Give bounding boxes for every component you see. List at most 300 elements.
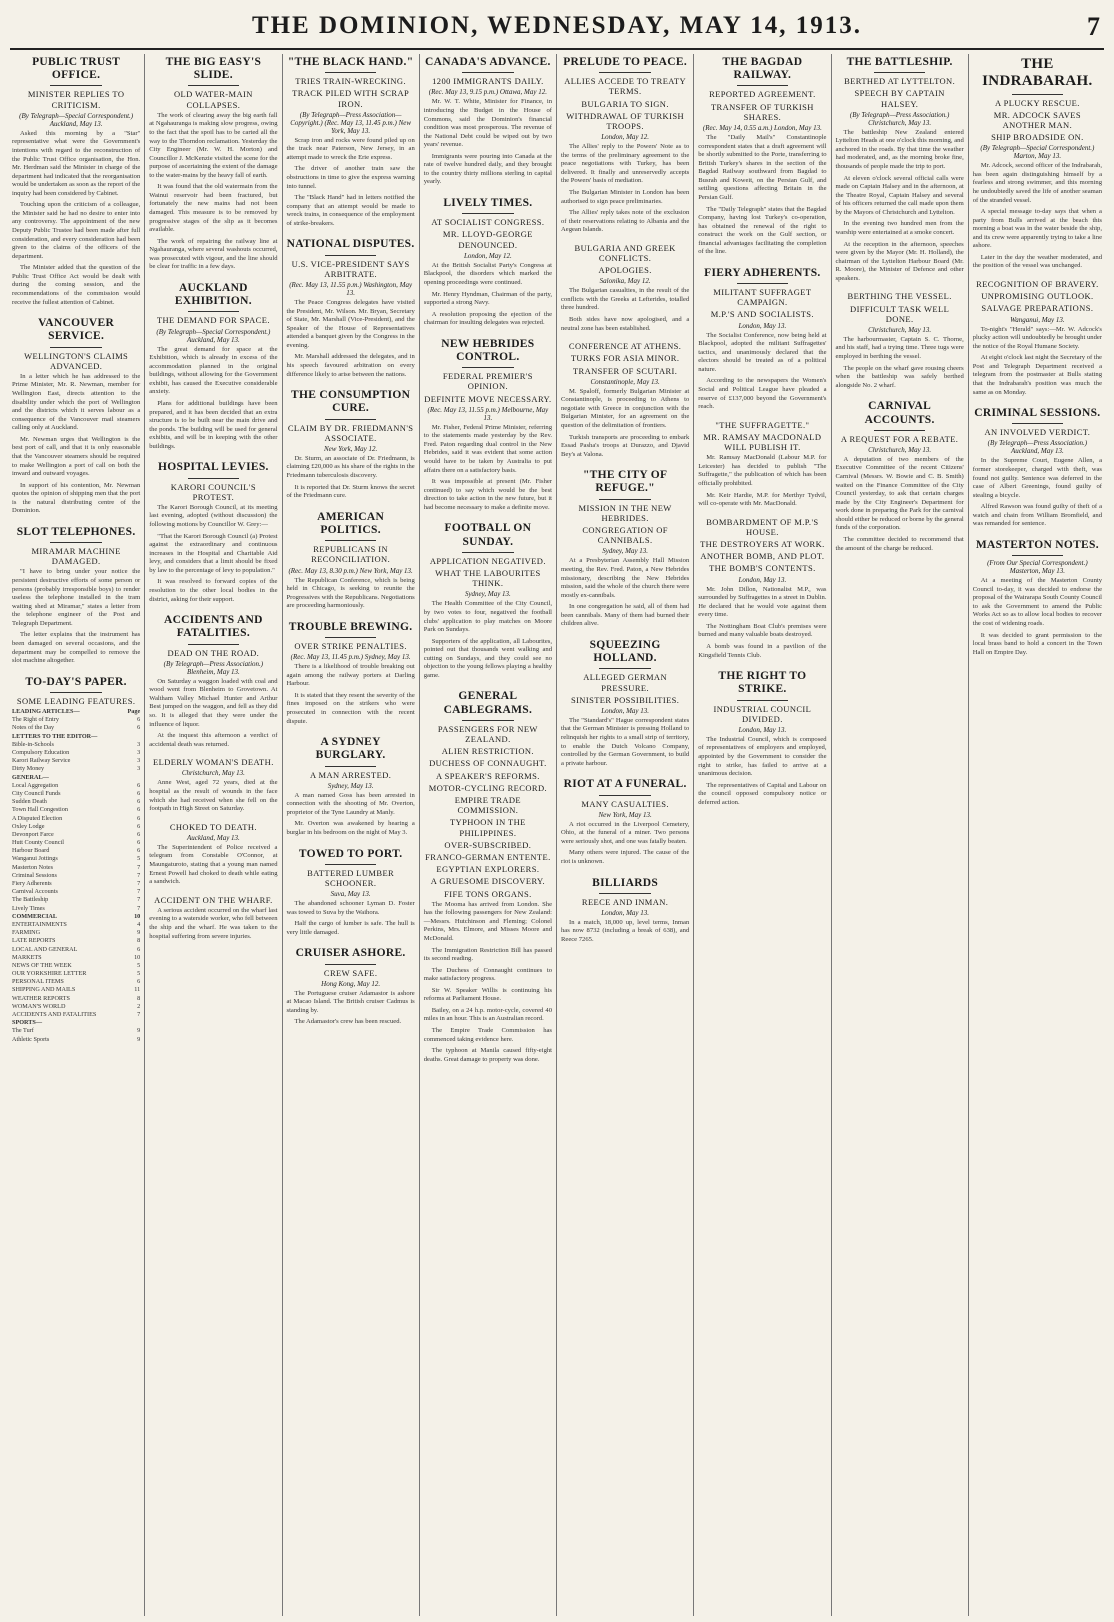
- article-subheading: KARORI COUNCIL'S PROTEST.: [170, 481, 256, 502]
- article: [836, 291, 964, 390]
- article-subheading: TRACK PILED WITH SCRAP IRON.: [292, 88, 410, 109]
- article-subheading: TRANSFER OF TURKISH SHARES.: [710, 101, 814, 122]
- contents-row: [12, 765, 140, 773]
- article-dateline: Sydney, May 13.: [464, 590, 511, 599]
- paragraph: A riot occurred in the Liverpool Cemetery, Ohio, at the funeral of a miner. Two persons were seriously shot, and one was fatally beaten.: [561, 820, 690, 845]
- paragraph: In a letter which he has addressed to the Prime Minister, Mr. R. Newman, member for Wellington East, directs attention to the disability under which the port of Wellington and the districts which it serves labour as a consequence of the Vancouver mail steamers calling only at Auckland.: [12, 372, 141, 432]
- article-dateline: Wanganui, May 13.: [1010, 315, 1065, 324]
- article-dateline: Sydney, May 13.: [327, 781, 374, 790]
- paragraph: "I have to bring under your notice the persistent destructive efforts of some person or persons (probably irresponsible boys) to render useless the telephone installed in the tram waiting shed at Miramar," states a letter from the telephone engineer of the Post and Telegraph Department.: [12, 568, 141, 627]
- contents-page: 2: [137, 1002, 141, 1010]
- article-dateline: London, May 13.: [738, 575, 787, 584]
- contents-row: [12, 921, 140, 929]
- contents-label: Local Aggregation: [12, 781, 59, 789]
- paragraph: At the reception in the afternoon, speeches were given by the Mayor (Mr. H. Holland), the chairman of the Lyttelton Harbour Board (Mr. R. Moore), the Minister of Defence and other speakers.: [835, 240, 964, 282]
- paragraph: Mr. Fisher, Federal Prime Minister, referring to the statements made yesterday by the Rev. Fred. Paton regarding dual control in the New Hebrides, said it was evident that some action would have to be taken by Australia to put affairs there on a satisfactory basis.: [423, 423, 552, 474]
- paragraph: The "Daily Telegraph" states that the Bagdad Company, having lost Turkey's co-operation, has obtained the renewal of the right to construct the work on the Gulf section, or financial advantages facilitating the completion of the line.: [698, 205, 827, 256]
- article-body: [561, 821, 689, 867]
- headline-rule: [50, 85, 101, 86]
- contents-label: Criminal Sessions: [12, 871, 57, 879]
- article-dateline: (By Telegraph—Press Association.) Auckland, May 13.: [987, 439, 1088, 456]
- article-subheading: BERTHING THE VESSEL.: [847, 291, 952, 302]
- article-headline: PRELUDE TO PEACE.: [563, 56, 688, 68]
- paragraph: On Saturday a waggon loaded with coal and wood went from Blenheim to Grovetown. At Waltham Valley Michael Hunter and Arthur Best jumped on the waggon, and fell as they did so. It is alleged that they were under the influence of liquor.: [149, 677, 278, 728]
- contents-row: [12, 774, 140, 782]
- article-subheading: SOME LEADING FEATURES.: [16, 695, 136, 706]
- article-subheading: THE DESTROYERS AT WORK.: [700, 539, 825, 550]
- headline-rule: [599, 893, 650, 894]
- paragraph: There is a likelihood of trouble breaking out again among the railway porters at Darling Harbour.: [286, 663, 415, 688]
- headline-rule: [325, 637, 376, 638]
- article-subheading: CONFERENCE AT ATHENS.: [568, 341, 682, 352]
- article-body: [424, 600, 552, 680]
- paragraph: Mr. Adcock, second officer of the Indrabarah, has been again distinguishing himself by a fearless and strong swimmer, and this morning he undoubtedly saved the life of another seaman of the stranded vessel.: [972, 162, 1102, 204]
- contents-label: ACCIDENTS AND FATALITIES: [12, 1011, 97, 1018]
- paragraph: It was decided to grant permission to the local brass band to hold a concert in the Town Hall on Empire Day.: [972, 631, 1102, 656]
- paragraph: It was found that the old watermain from the Wainui reservoir had been fractured, but fortunately the new mains had not been damaged. This measure is to be removed by progressive stages of the slip as it becomes available.: [149, 183, 278, 234]
- contents-page: 4: [137, 920, 141, 928]
- headline-rule: [188, 311, 239, 312]
- article-dateline: (From Our Special Correspondent.) Masterton, May 13.: [987, 559, 1088, 576]
- article-dateline: (By Telegraph—Press Association.) Christchurch, May 13.: [849, 110, 950, 127]
- article-subheading: A REQUEST FOR A REBATE.: [840, 433, 959, 444]
- article-subheading: MR. ADCOCK SAVES ANOTHER MAN.: [993, 109, 1081, 130]
- article-subheading: TYPHOON IN THE PHILIPPINES.: [449, 817, 526, 838]
- contents-row: [12, 1019, 140, 1027]
- paragraph: The harbourmaster, Captain S. C. Thorne, and his staff, had a trying time. Three tugs were employed in berthing the vessel.: [835, 335, 964, 361]
- contents-page: 10: [134, 953, 141, 961]
- article: [698, 420, 826, 509]
- paragraph: At a Presbyterian Assembly Hall Mission meeting, the Rev. Fred. Paton, a New Hebrides missionary, describing the New Hebrides mission, said the whole of the church there were mostly ex-cannibals.: [561, 557, 690, 599]
- headline-rule: [325, 964, 376, 965]
- paragraph: A serious accident occurred on the wharf last evening to a waterside worker, who fell between the ship and the wharf. He was taken to the hospital suffering from severe injuries.: [149, 906, 278, 940]
- contents-page: 6: [137, 847, 141, 855]
- headline-rule: [462, 552, 513, 553]
- headline-rule: [599, 72, 650, 73]
- article-headline: THE BAGDAD RAILWAY.: [722, 56, 803, 82]
- paragraph: The letter explains that the instrument has been damaged on several occasions, and the department may be compelled to remove the slot machine altogether.: [12, 631, 141, 665]
- article-subheading: MR. LLOYD-GEORGE DENOUNCED.: [442, 229, 533, 250]
- column: [283, 54, 420, 1616]
- article-headline: CARNIVAL ACCOUNTS.: [864, 400, 935, 426]
- article-dateline: (Rec. May 14, 0.55 a.m.) London, May 13.: [702, 124, 822, 132]
- article-dateline: Hong Kong, May 12.: [321, 979, 381, 988]
- paragraph: The Republican Conference, which is being held in Chicago, is seeking to reunite the Progressives with the Republicans. Negotiations are proceeding harmoniously.: [286, 576, 415, 610]
- paragraph: The Empire Trade Commission has commenced taking evidence here.: [423, 1027, 552, 1043]
- article: [698, 265, 826, 412]
- headline-rule: [737, 283, 788, 284]
- headline-rule: [1012, 423, 1064, 424]
- newspaper-columns: [8, 54, 1106, 1616]
- column: [420, 54, 557, 1616]
- contents-page: 3: [137, 749, 141, 756]
- contents-page: 11: [134, 986, 141, 994]
- article: [12, 524, 140, 666]
- contents-page: 6: [137, 724, 141, 732]
- contents-row: [12, 995, 140, 1003]
- contents-label: Bible-in-Schools: [12, 740, 54, 748]
- paragraph: The work of clearing away the big earth fall at Ngahauranga is making slow progress, owing to the fact that the spoil has to be carted all the way to the Thorndon reclamation. Yesterday the City Engineer (Mr. W. H. Morton) and Councillor J. McKenzie visited the scene for the purpose of ascertaining the extent of the damage to the water-mains by the heavy fall of earth.: [149, 111, 278, 179]
- article-dateline: (By Telegraph—Special Correspondent.) Marton, May 13.: [980, 144, 1095, 161]
- article-subheading: 1200 IMMIGRANTS DAILY.: [432, 76, 544, 87]
- headline-rule: [599, 499, 650, 500]
- article-subheading: BERTHED AT LYTTELTON.: [844, 76, 956, 87]
- contents-row: [12, 806, 140, 814]
- article: [561, 776, 689, 866]
- contents-label: FARMING: [12, 929, 41, 937]
- article-body: [561, 717, 689, 768]
- article-subheading: THE DEMAND FOR SPACE.: [156, 315, 270, 326]
- contents-label: Wanganui Jottings: [12, 855, 58, 863]
- contents-row: [12, 724, 140, 732]
- headline-rule: [1012, 555, 1064, 556]
- article-headline: RIOT AT A FUNERAL.: [563, 778, 687, 791]
- contents-row: [12, 986, 140, 994]
- paragraph: At eight o'clock last night the Secretary of the Post and Telegraph Department received a telegram from the postmaster at Bulls stating that the Indrabarah's position was much the same as on Monday.: [972, 354, 1102, 396]
- article: [698, 668, 826, 807]
- article-headline: A SYDNEY BURGLARY.: [315, 736, 386, 762]
- article-dateline: (By Telegraph—Special Correspondent.) Auckland, May 13.: [19, 111, 134, 128]
- article: [424, 195, 552, 328]
- headline-rule: [874, 72, 925, 73]
- article-dateline: (Rec. May 13, 8.30 p.m.) New York, May 13.: [288, 566, 413, 575]
- article-body: [561, 287, 689, 333]
- contents-label: Karori Railway Service: [12, 757, 71, 765]
- article-subheading: SALVAGE PREPARATIONS.: [981, 303, 1094, 314]
- contents-row: [12, 716, 140, 724]
- article-headline: CRIMINAL SESSIONS.: [974, 407, 1101, 420]
- article-dateline: (By Telegraph—Special Correspondent.) Auckland, May 13.: [156, 327, 271, 344]
- article-headline: TO-DAY'S PAPER.: [25, 675, 127, 688]
- article-subheading: MILITANT SUFFRAGET CAMPAIGN.: [713, 287, 812, 308]
- article-subheading: APPLICATION NEGATIVED.: [429, 555, 546, 566]
- paragraph: It is stated that they resent the severity of the fines imposed on the strikers who were prosecuted in connection with the recent dispute.: [286, 691, 415, 725]
- article-body: [424, 901, 552, 1065]
- contents-row: [12, 1003, 140, 1011]
- paragraph: Immigrants were pouring into Canada at the rate of twelve hundred daily, and they brought to the country thirty millions sterling in capital yearly.: [423, 152, 552, 186]
- article-subheading: TRANSFER OF SCUTARI.: [572, 365, 678, 376]
- paragraph: A special message to-day says that when a party from Bulls arrived at the beach this morning a boat was in the water beside the ship, and its crew were apparently trying to take a line ashore.: [972, 208, 1102, 250]
- article-subheading: DIFFICULT TASK WELL DONE.: [850, 303, 950, 324]
- paragraph: Mr. W. T. White, Minister for Finance, in introducing the Budget in the House of Commons, said the Dominion's financial condition was most prosperous. The revenue of the National Debt could be wiped out by two years' revenue.: [423, 98, 552, 149]
- article: [287, 846, 415, 938]
- contents-label: Town Hall Congestion: [12, 806, 68, 814]
- contents-page: 6: [137, 781, 141, 789]
- article-body: [149, 779, 277, 813]
- contents-row: [12, 880, 140, 888]
- article-headline: TROUBLE BREWING.: [288, 620, 413, 633]
- column: [145, 54, 282, 1616]
- headline-rule: [737, 85, 788, 86]
- contents-label: Fiery Adherents: [12, 880, 52, 887]
- contents-page: 7: [137, 888, 141, 896]
- headline-rule: [50, 542, 101, 543]
- contents-page: 6: [137, 716, 141, 724]
- contents-page: 7: [137, 1011, 141, 1018]
- article-subheading: APOLOGIES.: [598, 265, 652, 276]
- article-subheading: BOMBARDMENT OF M.P.'S HOUSE.: [706, 516, 819, 537]
- article-dateline: Sydney, May 13.: [602, 547, 649, 556]
- paragraph: Bailey, on a 24 h.p. motor-cycle, covered 40 miles in an hour. This is an Australian record.: [423, 1006, 552, 1023]
- paragraph: At the inquest this afternoon a verdict of accidental death was returned.: [149, 732, 278, 748]
- headline-rule: [50, 692, 101, 693]
- article: [836, 398, 964, 553]
- paragraph: The "Daily Mail's" Constantinople correspondent states that a draft agreement will be shortly submitted to the Porte, transferring to British Turkey's shares in the section of the Bagdad Railway southward from Bagdad to Busrah and Koweit, on the Persian Gulf, and settling questions affecting Britain in the Persian Gulf.: [698, 134, 827, 201]
- article-body: [12, 373, 140, 516]
- article: [973, 54, 1102, 271]
- masthead: [10, 8, 1104, 50]
- contents-label: COMMERCIAL: [12, 912, 58, 920]
- article-dateline: London, May 13.: [738, 725, 787, 734]
- paragraph: Plans for additional buildings have been prepared, and it has been decided that an extra structure is to be built near the main drive and the ponds. The building will be used for general exhibits, and will be in keeping with the other buildings.: [149, 399, 278, 450]
- contents-label: The Right of Entry: [12, 716, 59, 724]
- headline-rule: [188, 85, 239, 86]
- article-dateline: Constantinople, May 13.: [590, 377, 660, 386]
- article-headline: HOSPITAL LEVIES.: [158, 461, 269, 474]
- paragraph: At eleven o'clock several official calls were made on Captain Halsey and in the afternoon, at the Theatre Royal, Captain Halsey and several of his officers returned the call made upon them by the Mayors of Christchurch and Lyttelton.: [835, 174, 964, 216]
- headline-rule: [1012, 94, 1064, 95]
- article-subheading: M.P.'S AND SOCIALISTS.: [710, 309, 814, 320]
- article: [698, 517, 826, 660]
- contents-row: [12, 757, 140, 765]
- paragraph: Later in the day the weather moderated, and the position of the vessel was unchanged.: [972, 253, 1102, 270]
- contents-page: 6: [137, 814, 141, 822]
- article-body: [561, 557, 689, 629]
- headline-rule: [188, 478, 239, 479]
- article: [149, 459, 277, 604]
- contents-page: 6: [137, 945, 141, 953]
- contents-label: LATE REPORTS: [12, 937, 56, 945]
- article-body: [149, 346, 277, 452]
- contents-page: 7: [137, 863, 141, 871]
- article-subheading: SINISTER POSSIBILITIES.: [570, 694, 680, 705]
- paragraph: Asked this morning by a "Star" representative what were the Government's intentions with regard to the reconstruction of the Public Trust Office organisation, the Hon. Mr. Herdman said the Minister in charge of the department had indicated that the reorganisation would be undertaken as soon as the report of the inquiry had been considered by Cabinet.: [12, 129, 141, 197]
- paragraph: The abandoned schooner Lyman D. Foster was towed to Suva by the Waihora.: [286, 900, 415, 916]
- article: [12, 54, 140, 307]
- paragraph: In support of his contention, Mr. Newman quotes the opinion of shipping men that the port is the natural distributing centre of the Dominion.: [12, 481, 141, 515]
- article-subheading: SPEECH BY CAPTAIN HALSEY.: [854, 88, 945, 109]
- contents-page: 6: [137, 806, 141, 814]
- article: [561, 243, 689, 333]
- article-body: [698, 736, 826, 808]
- article-headline: TOWED TO PORT.: [298, 847, 403, 860]
- paragraph: The Immigration Restriction Bill has passed its second reading.: [423, 946, 552, 963]
- headline-rule: [462, 367, 513, 368]
- article-headline: GENERAL CABLEGRAMS.: [443, 690, 533, 716]
- contents-page: 3: [137, 757, 141, 765]
- paragraph: The people on the wharf gave rousing cheers when the battleship was safely berthed alongside No. 2 wharf.: [835, 364, 964, 389]
- contents-label: A Disputed Election: [12, 814, 63, 822]
- article-subheading: PASSENGERS FOR NEW ZEALAND.: [437, 723, 538, 745]
- paragraph: A bomb was found in a pavilion of the Kingsfield Tennis Club.: [698, 642, 827, 659]
- article: [149, 757, 277, 813]
- paragraph: The Portuguese cruiser Adamastor is ashore at Macao Island. The British cruiser Cadmus is standing by.: [286, 989, 415, 1014]
- article-subheading: CHOKED TO DEATH.: [169, 821, 257, 832]
- article-body: [836, 456, 964, 553]
- paragraph: Mr. Overton was awakened by hearing a burglar in his bedroom on the night of May 3.: [286, 820, 415, 836]
- contents-row: [12, 1011, 140, 1019]
- headline-rule: [325, 419, 376, 420]
- article-subheading: MOTOR-CYCLING RECORD.: [428, 782, 548, 793]
- contents-label: Devonport Farce: [12, 830, 54, 838]
- article-body: [149, 907, 277, 941]
- paragraph: Supporters of the application, all Labourites, pointed out that thousands went walking and cutting on Sundays, and they could see no objection to the young fellows playing a healthy game.: [423, 637, 552, 679]
- contents-row: [12, 815, 140, 823]
- article-subheading: BULGARIA AND GREEK CONFLICTS.: [574, 242, 676, 263]
- paragraph: Mr. Newman urges that Wellington is the best port of call, and that it is only reasonable that the Vancouver steamers should be required to make Wellington a port of call on both the inward and outward voyages.: [12, 435, 141, 478]
- article-subheading: MIRAMAR MACHINE DAMAGED.: [31, 546, 121, 567]
- article-dateline: Christchurch, May 13.: [868, 325, 932, 334]
- article-dateline: (Rec. May 13, 11.55 p.m.) Washington, May 13.: [289, 281, 413, 297]
- article-body: [149, 844, 277, 887]
- contents-page: 7: [137, 904, 141, 912]
- headline-rule: [462, 213, 513, 214]
- paragraph: The Karori Borough Council, at its meeting last evening, adopted (without discussion) the following motions by Councillor W. Grey:—: [149, 503, 278, 529]
- article-body: [149, 504, 277, 604]
- article-subheading: WITHDRAWAL OF TURKISH TROOPS.: [566, 110, 684, 131]
- article-subheading: DEFINITE MOVE NECESSARY.: [424, 393, 552, 404]
- headline-rule: [599, 668, 650, 669]
- contents-page: 5: [137, 961, 141, 969]
- contents-label: City Council Funds: [12, 789, 61, 797]
- article-subheading: MISSION IN THE NEW HEBRIDES.: [578, 502, 672, 523]
- headline-rule: [462, 720, 513, 721]
- contents-row: [12, 954, 140, 962]
- contents-label: Hutt County Council: [12, 839, 64, 847]
- article-body: [698, 134, 826, 257]
- article: [973, 537, 1102, 657]
- article-subheading: A GRUESOME DISCOVERY.: [430, 876, 546, 887]
- column: [557, 54, 694, 1616]
- article: [149, 895, 277, 941]
- article-subheading: "THE SUFFRAGETTE.": [715, 419, 810, 430]
- article-body: [698, 454, 826, 508]
- headline-rule: [325, 255, 376, 256]
- headline-rule: [50, 347, 101, 348]
- article-headline: FOOTBALL ON SUNDAY.: [444, 522, 532, 548]
- contents-label: Carnival Accounts: [12, 888, 58, 896]
- paragraph: Scrap iron and rocks were found piled up on the track near Paterson, New Jersey, in an attempt made to wreck the Erie express.: [286, 136, 415, 161]
- paragraph: It was impossible at present (Mr. Fisher continued) to say which would be the best direction to take action in the new future, but it had become necessary to make a definite move.: [423, 478, 552, 511]
- article-subheading: ANOTHER BOMB, AND PLOT.: [700, 551, 825, 562]
- article-body: [12, 568, 140, 665]
- article-body: [287, 990, 415, 1027]
- paragraph: M. Spaloff, formerly Bulgarian Minister at Constantinople, is proceeding to Athens to negotiate with Greece in conjunction with the Bulgarian Minister, for an agreement on the question of the delimitation of frontiers.: [561, 387, 690, 429]
- article: [12, 674, 140, 1044]
- article: [424, 54, 552, 187]
- paragraph: It was resolved to forward copies of the resolution to the other local bodies in the district, asking for their support.: [149, 578, 278, 603]
- article-body: [149, 112, 277, 272]
- article-body: [287, 900, 415, 937]
- article-body: [973, 457, 1102, 529]
- contents-label: WOMAN'S WORLD: [12, 1002, 66, 1010]
- contents-page: Page: [127, 708, 141, 716]
- article-dateline: New York, May 13.: [598, 810, 652, 819]
- page-number: 7: [1087, 12, 1100, 41]
- contents-row: [12, 937, 140, 945]
- paragraph: According to the newspapers the Women's Social and Political League have pleaded a reserve of £137,000 beyond the Government's reach.: [698, 377, 827, 411]
- article: [561, 467, 689, 629]
- article: [836, 54, 964, 283]
- contents-row: [12, 855, 140, 863]
- contents-label: PERSONAL ITEMS: [12, 978, 64, 986]
- contents-page: 8: [137, 937, 141, 945]
- contents-page: 6: [137, 789, 141, 797]
- contents-label: ENTERTAINMENTS: [12, 920, 67, 928]
- article-subheading: OVER-SUBSCRIBED.: [444, 839, 532, 850]
- contents-label: The Battleship: [12, 896, 49, 904]
- headline-rule: [325, 72, 376, 73]
- paragraph: The great demand for space at the Exhibition, which is already in excess of the accommodation planned in the original buildings, without allowing for the Government exhibit, has caused the Executive considerable anxiety.: [149, 345, 278, 396]
- contents-row: [12, 864, 140, 872]
- article-body: [836, 129, 964, 284]
- article-headline: AMERICAN POLITICS.: [317, 510, 385, 536]
- article-dateline: Christchurch, May 13.: [181, 769, 245, 778]
- article-dateline: London, May 13.: [738, 321, 787, 330]
- article-headline: THE BIG EASY'S SLIDE.: [165, 56, 262, 82]
- article-subheading: CREW SAFE.: [323, 967, 378, 978]
- paragraph: The typhoon at Manila caused fifty-eight deaths. Great damage to property was done.: [423, 1047, 552, 1063]
- paragraph: The "Standard's" Hague correspondent states that the German Minister is pressing Holland to relinquish her rights to a small strip of territory, to enable the Dutch Volcano Company, controlled by the German Government, to build a private harbour.: [561, 716, 690, 767]
- article-headline: THE BATTLESHIP.: [846, 56, 953, 68]
- contents-label: Notes of the Day: [12, 724, 55, 732]
- paragraph: It is reported that Dr. Sturm knows the secret of the Friedmann cure.: [286, 483, 415, 500]
- contents-page: 3: [137, 765, 141, 773]
- article-body: [287, 137, 415, 229]
- article: [287, 54, 415, 228]
- article-headline: THE CONSUMPTION CURE.: [291, 389, 411, 415]
- paragraph: A man named Goss has been arrested in connection with the shooting of Mr. Overton, proprietor of the Tyne Laundry at Manly.: [286, 791, 415, 816]
- contents-label: Masterton Notes: [12, 863, 54, 871]
- article-body: [561, 388, 689, 460]
- contents-label: LETTERS TO THE EDITOR—: [12, 732, 98, 740]
- headline-rule: [188, 644, 239, 645]
- article: [561, 637, 689, 768]
- article-subheading: CONGREGATION OF CANNIBALS.: [582, 525, 668, 546]
- article-headline: FIERY ADHERENTS.: [704, 266, 821, 279]
- contents-page: 7: [137, 871, 141, 879]
- paragraph: The Health Committee of the City Council, by two votes to four, negatived the football clubs' application to play matches on Moore Park on Sundays.: [423, 600, 552, 634]
- article-subheading: BATTERED LUMBER SCHOONER.: [307, 867, 395, 888]
- contents-row: [12, 823, 140, 831]
- article-subheading: ALIEN RESTRICTION.: [441, 746, 534, 757]
- article-subheading: TRIES TRAIN-WRECKING.: [295, 76, 406, 87]
- paragraph: At a meeting of the Masterton County Council to-day, it was decided to endorse the proposal of the Wairarapa South County Council to ask the Government to amend the Public Works Act so as to allow local bodies to recover the cost of widening roads.: [972, 577, 1102, 627]
- article: [287, 734, 415, 837]
- article-subheading: FIFE TONS ORGANS.: [444, 888, 532, 899]
- contents-row: [12, 978, 140, 986]
- contents-row: [12, 962, 140, 970]
- contents-page: 6: [137, 822, 141, 830]
- headline-rule: [462, 72, 513, 73]
- contents-row: [12, 831, 140, 839]
- paragraph: The Bulgarian Minister in London has been authorised to sign peace preliminaries.: [561, 188, 690, 205]
- article-subheading: ELDERLY WOMAN'S DEATH.: [153, 757, 274, 768]
- paragraph: Mr. John Dillon, Nationalist M.P., was surrounded by Suffragettes in a street in Dublin. He declared that he would vote against them every time.: [698, 585, 827, 619]
- article-headline: CANADA'S ADVANCE.: [425, 56, 551, 68]
- column: [8, 54, 145, 1616]
- paragraph: The "Black Hand" had in letters notified the company that an attempt would be made to wreck trains, in consequence of the employment of strike-breakers.: [286, 194, 415, 227]
- article-subheading: AN INVOLVED VERDICT.: [984, 427, 1091, 438]
- contents-label: Lively Times: [12, 904, 45, 912]
- article-body: [836, 336, 964, 390]
- contents-row: [12, 798, 140, 806]
- article-dateline: London, May 12.: [601, 133, 650, 142]
- paragraph: The Allies' reply to the Powers' Note as to the terms of the preliminary agreement to the peace negotiations with Turkey, has been delivered. It finally and unreservedly accepts the Powers' basis of mediation.: [561, 143, 690, 185]
- article-headline: VANCOUVER SERVICE.: [38, 317, 115, 343]
- article-headline: ACCIDENTS AND FATALITIES.: [163, 614, 263, 640]
- paragraph: Both sides have now apologised, and a neutral zone has been established.: [561, 316, 690, 332]
